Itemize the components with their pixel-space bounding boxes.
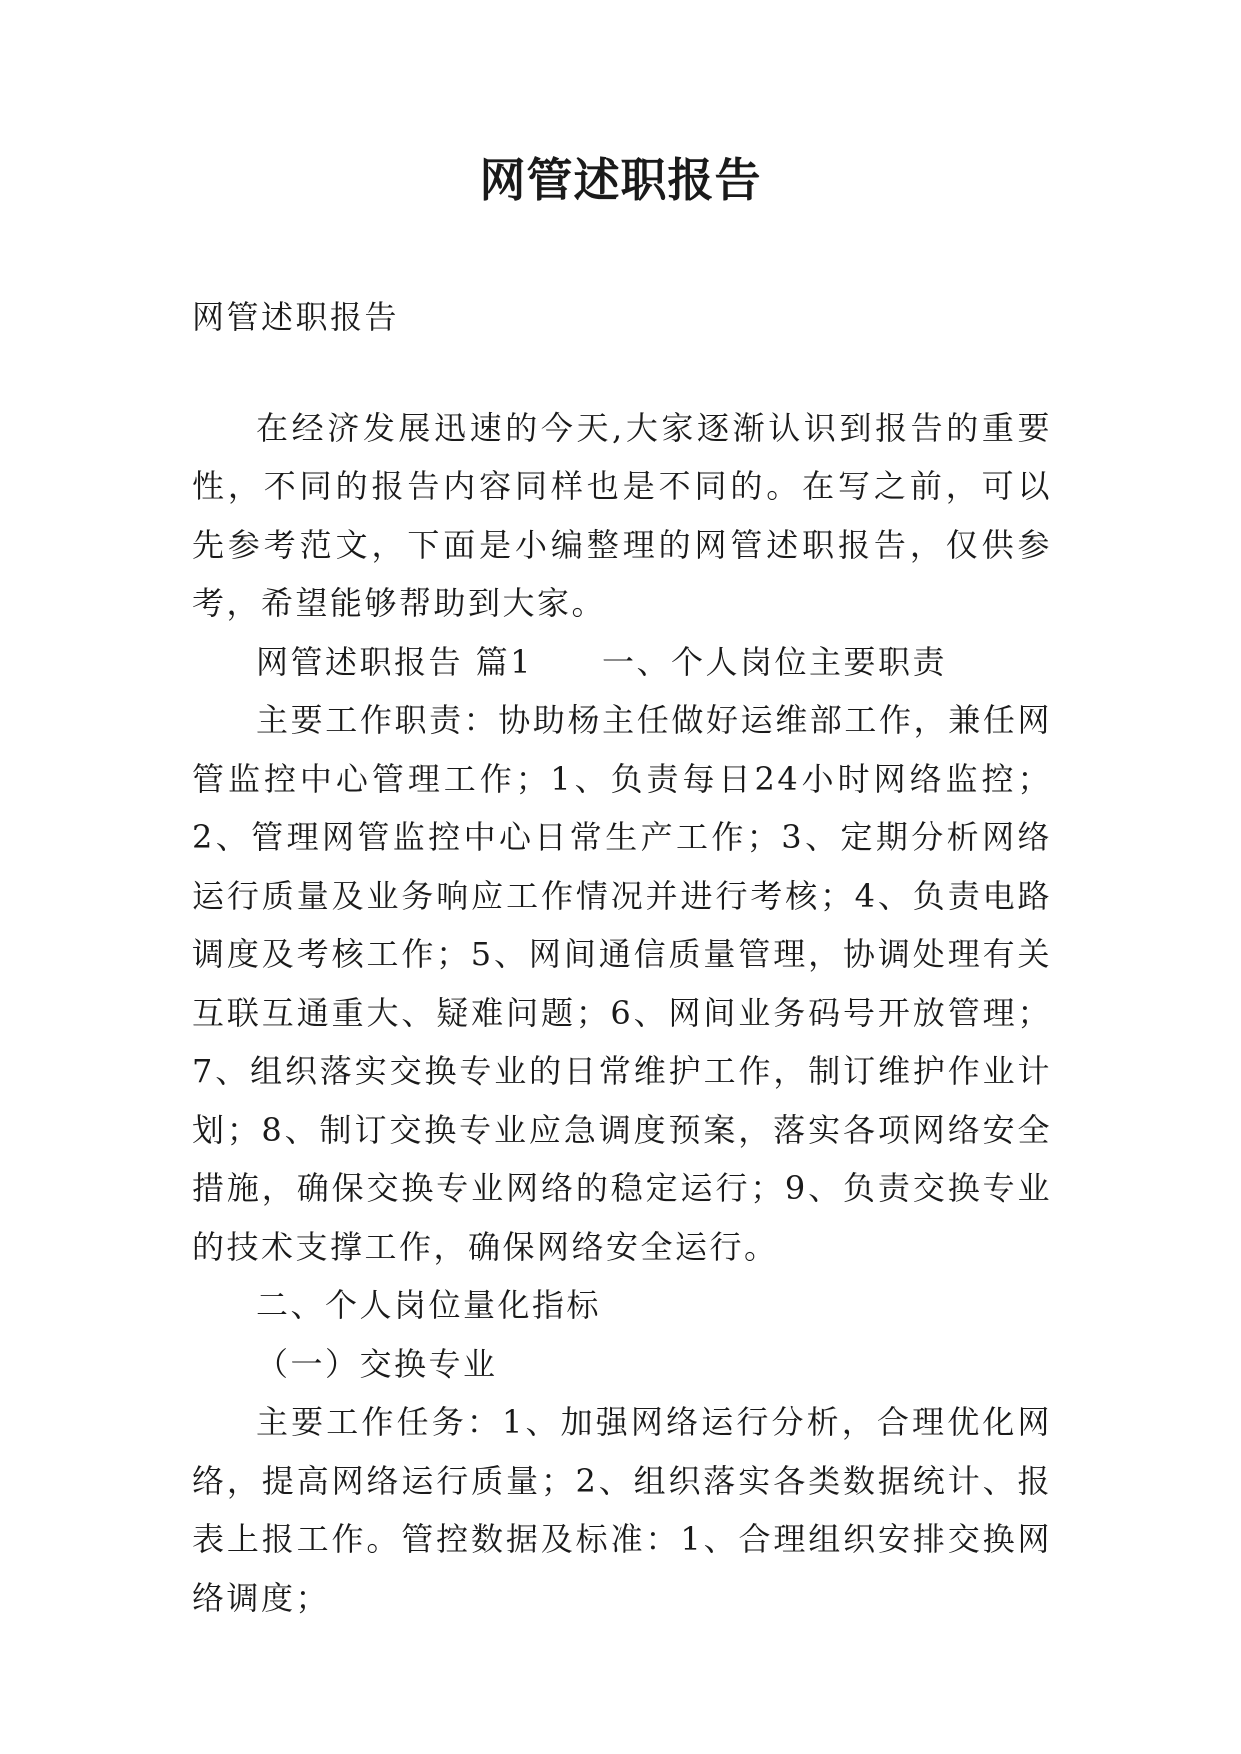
document-body (192, 288, 1052, 1627)
intro-paragraph: 在经济发展迅速的今天,大家逐渐认识到报告的重要性，不同的报告内容同样也是不同的。在写之前，可以先参考范文，下面是小编整理的网管述职报告，仅供参考，希望能够帮助到大家。 (192, 408, 1052, 622)
subsection-heading: （一）交换专业 (256, 1344, 498, 1383)
responsibilities-paragraph: 主要工作职责：协助杨主任做好运维部工作，兼任网管监控中心管理工作；1、负责每日24小时网络监控；2、管理网管监控中心日常生产工作；3、定期分析网络运行质量及业务响应工作情况并进行考核；4、负责电路调度及考核工作；5、网间通信质量管理，协调处理有关互联互通重大、疑难问题；6、网间业务码号开放管理；7、组织落实交换专业的日常维护工作，制订维护作业计划；8、制订交换专业应急调度预案，落实各项网络安全措施，确保交换专业网络的稳定运行；9、负责交换专业的技术支撑工作，确保网络安全运行。 (192, 701, 1052, 1266)
section-heading-1: 网管述职报告 篇1 一、个人岗位主要职责 (256, 642, 948, 681)
section-heading-2: 二、个人岗位量化指标 (256, 1286, 602, 1324)
document-title: 网管述职报告 (479, 153, 762, 207)
tasks-paragraph: 主要工作任务：1、加强网络运行分析，合理优化网络，提高网络运行质量；2、组织落实各类数据统计、报表上报工作。管控数据及标准：1、合理组织安排交换网络调度； (192, 1403, 1052, 1617)
document-subtitle: 网管述职报告 (192, 298, 400, 336)
